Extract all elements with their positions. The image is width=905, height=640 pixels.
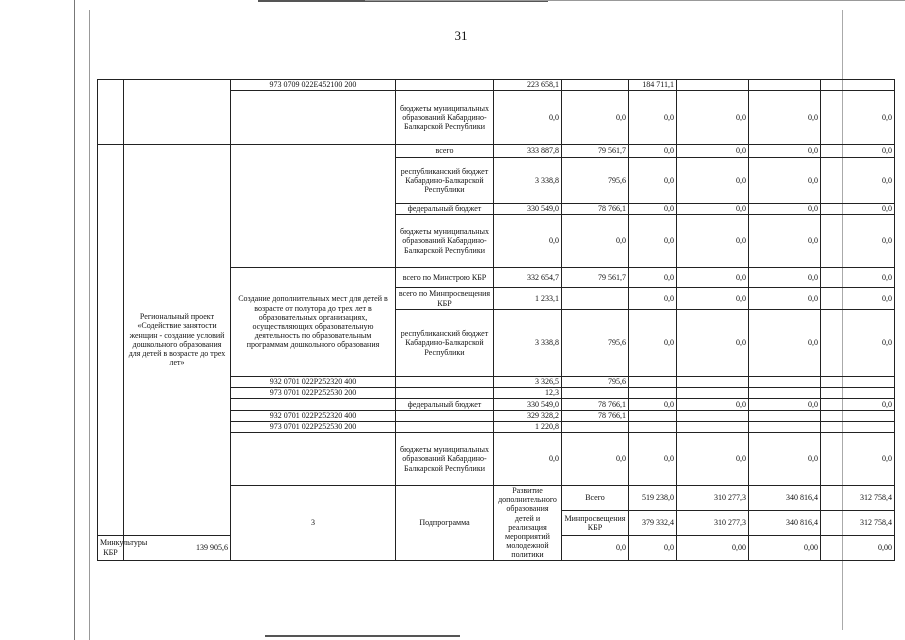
value-cell: 0,0 — [677, 91, 749, 145]
value-cell: 0,0 — [677, 310, 749, 377]
budget-code: 973 0709 022Е452100 200 — [231, 80, 396, 91]
value-cell: 0,0 — [821, 288, 895, 310]
value-cell: 79 561,7 — [562, 268, 629, 288]
budget-table — [97, 79, 895, 561]
row-number: 3 — [231, 486, 396, 561]
value-cell: 795,6 — [562, 377, 629, 388]
measure-name: Создание дополнительных мест для детей в возрасте от полутора до трех лет в образовательных организациях, осуществляющих образовательную деятельность по образовательным программам дошкольного образования — [231, 268, 396, 377]
value-cell: 333 887,8 — [494, 145, 562, 158]
value-cell: 0,0 — [821, 91, 895, 145]
scan-border-top-right — [365, 0, 905, 1]
value-cell: 340 816,4 — [749, 486, 821, 511]
value-cell: 1 220,8 — [494, 422, 562, 433]
funding-source: Минпросвещения КБР — [562, 510, 629, 535]
value-cell: 0,0 — [677, 215, 749, 268]
scan-border-left-2 — [89, 10, 90, 640]
value-cell: 0,0 — [677, 145, 749, 158]
value-cell: 0,0 — [629, 145, 677, 158]
value-cell: 0,0 — [821, 310, 895, 377]
budget-code: 973 0701 022Р252530 200 — [231, 388, 396, 399]
value-cell: 0,0 — [629, 399, 677, 411]
value-cell: 795,6 — [562, 158, 629, 204]
scan-border-left — [74, 0, 75, 640]
value-cell: 3 338,8 — [494, 310, 562, 377]
value-cell: 0,0 — [749, 268, 821, 288]
funding-source: Всего — [562, 486, 629, 511]
funding-source: бюджеты муниципальных образований Кабардино-Балкарской Республики — [396, 91, 494, 145]
value-cell: 0,0 — [629, 268, 677, 288]
value-cell: 332 654,7 — [494, 268, 562, 288]
value-cell: 0,0 — [677, 204, 749, 215]
value-cell: 0,0 — [821, 215, 895, 268]
value-cell: 310 277,3 — [677, 486, 749, 511]
value-cell: 78 766,1 — [562, 411, 629, 422]
funding-source: федеральный бюджет — [396, 399, 494, 411]
page-number: 31 — [454, 28, 468, 43]
value-cell: 0,00 — [749, 535, 821, 560]
value-cell: 795,6 — [562, 310, 629, 377]
value-cell: 0,0 — [629, 204, 677, 215]
budget-code: 932 0701 022Р252320 400 — [231, 377, 396, 388]
value-cell: 0,0 — [749, 91, 821, 145]
funding-source: бюджеты муниципальных образований Кабардино-Балкарской Республики — [396, 215, 494, 268]
value-cell: 79 561,7 — [562, 145, 629, 158]
budget-code: 973 0701 022Р252530 200 — [231, 422, 396, 433]
value-cell: 0,0 — [749, 310, 821, 377]
funding-source: бюджеты муниципальных образований Кабардино-Балкарской Республики — [396, 433, 494, 486]
value-cell: 0,0 — [629, 310, 677, 377]
scan-border-bottom — [265, 635, 460, 637]
value-cell: 0,0 — [629, 288, 677, 310]
value-cell: 312 758,4 — [821, 510, 895, 535]
value-cell: 139 905,6 — [124, 535, 231, 560]
value-cell: 310 277,3 — [677, 510, 749, 535]
value-cell: 0,0 — [821, 399, 895, 411]
funding-source: всего — [396, 145, 494, 158]
funding-source: республиканский бюджет Кабардино-Балкарской Республики — [396, 310, 494, 377]
value-cell: 0,0 — [562, 215, 629, 268]
subprogram-name: Развитие дополнительного образования детей и реализация мероприятий молодежной политики — [494, 486, 562, 561]
value-cell: 0,0 — [629, 433, 677, 486]
funding-source: республиканский бюджет Кабардино-Балкарской Республики — [396, 158, 494, 204]
value-cell: 330 549,0 — [494, 204, 562, 215]
value-cell: 0,00 — [677, 535, 749, 560]
value-cell: 0,0 — [562, 91, 629, 145]
value-cell: 0,0 — [749, 158, 821, 204]
value-cell: 0,0 — [629, 158, 677, 204]
value-cell: 3 338,8 — [494, 158, 562, 204]
value-cell: 0,00 — [821, 535, 895, 560]
value-cell: 0,0 — [677, 433, 749, 486]
value-cell: 0,0 — [821, 158, 895, 204]
value-cell: 0,0 — [749, 433, 821, 486]
value-cell: 0,0 — [821, 145, 895, 158]
budget-code: 932 0701 022Р252320 400 — [231, 411, 396, 422]
table-row — [98, 80, 895, 91]
value-cell — [562, 388, 629, 399]
value-cell: 184 711,1 — [629, 80, 677, 91]
value-cell: 3 326,5 — [494, 377, 562, 388]
value-cell: 0,0 — [749, 145, 821, 158]
value-cell: 329 328,2 — [494, 411, 562, 422]
value-cell: 312 758,4 — [821, 486, 895, 511]
value-cell: 330 549,0 — [494, 399, 562, 411]
value-cell: 0,0 — [821, 433, 895, 486]
value-cell: 0,0 — [749, 399, 821, 411]
value-cell: 223 658,1 — [494, 80, 562, 91]
value-cell: 0,0 — [494, 91, 562, 145]
value-cell: 0,0 — [749, 288, 821, 310]
value-cell: 379 332,4 — [629, 510, 677, 535]
value-cell — [562, 422, 629, 433]
value-cell: 0,0 — [629, 91, 677, 145]
value-cell: 0,0 — [629, 215, 677, 268]
value-cell: 0,0 — [562, 535, 629, 560]
value-cell: 0,0 — [494, 215, 562, 268]
value-cell: 0,0 — [749, 215, 821, 268]
value-cell: 78 766,1 — [562, 399, 629, 411]
value-cell: 1 233,1 — [494, 288, 562, 310]
value-cell: 519 238,0 — [629, 486, 677, 511]
value-cell: 0,0 — [562, 433, 629, 486]
value-cell: 0,0 — [821, 268, 895, 288]
regional-project-name: Региональный проект «Содействие занятости женщин - создание условий дошкольного образования для детей в возрасте до трех лет» — [124, 145, 231, 536]
value-cell: 12,3 — [494, 388, 562, 399]
funding-source: всего по Минпросвещения КБР — [396, 288, 494, 310]
value-cell: 0,0 — [677, 288, 749, 310]
table-row — [98, 145, 895, 158]
value-cell: 0,0 — [677, 399, 749, 411]
value-cell: 0,0 — [821, 204, 895, 215]
funding-source: федеральный бюджет — [396, 204, 494, 215]
value-cell: 78 766,1 — [562, 204, 629, 215]
subprogram-label: Подпрограмма — [396, 486, 494, 561]
value-cell: 0,0 — [677, 268, 749, 288]
value-cell: 0,0 — [629, 535, 677, 560]
value-cell: 0,0 — [749, 204, 821, 215]
value-cell: 0,0 — [494, 433, 562, 486]
value-cell: 340 816,4 — [749, 510, 821, 535]
funding-source: Минкультуры КБР — [98, 535, 124, 560]
value-cell: 0,0 — [677, 158, 749, 204]
funding-source: всего по Минстрою КБР — [396, 268, 494, 288]
value-cell — [562, 288, 629, 310]
